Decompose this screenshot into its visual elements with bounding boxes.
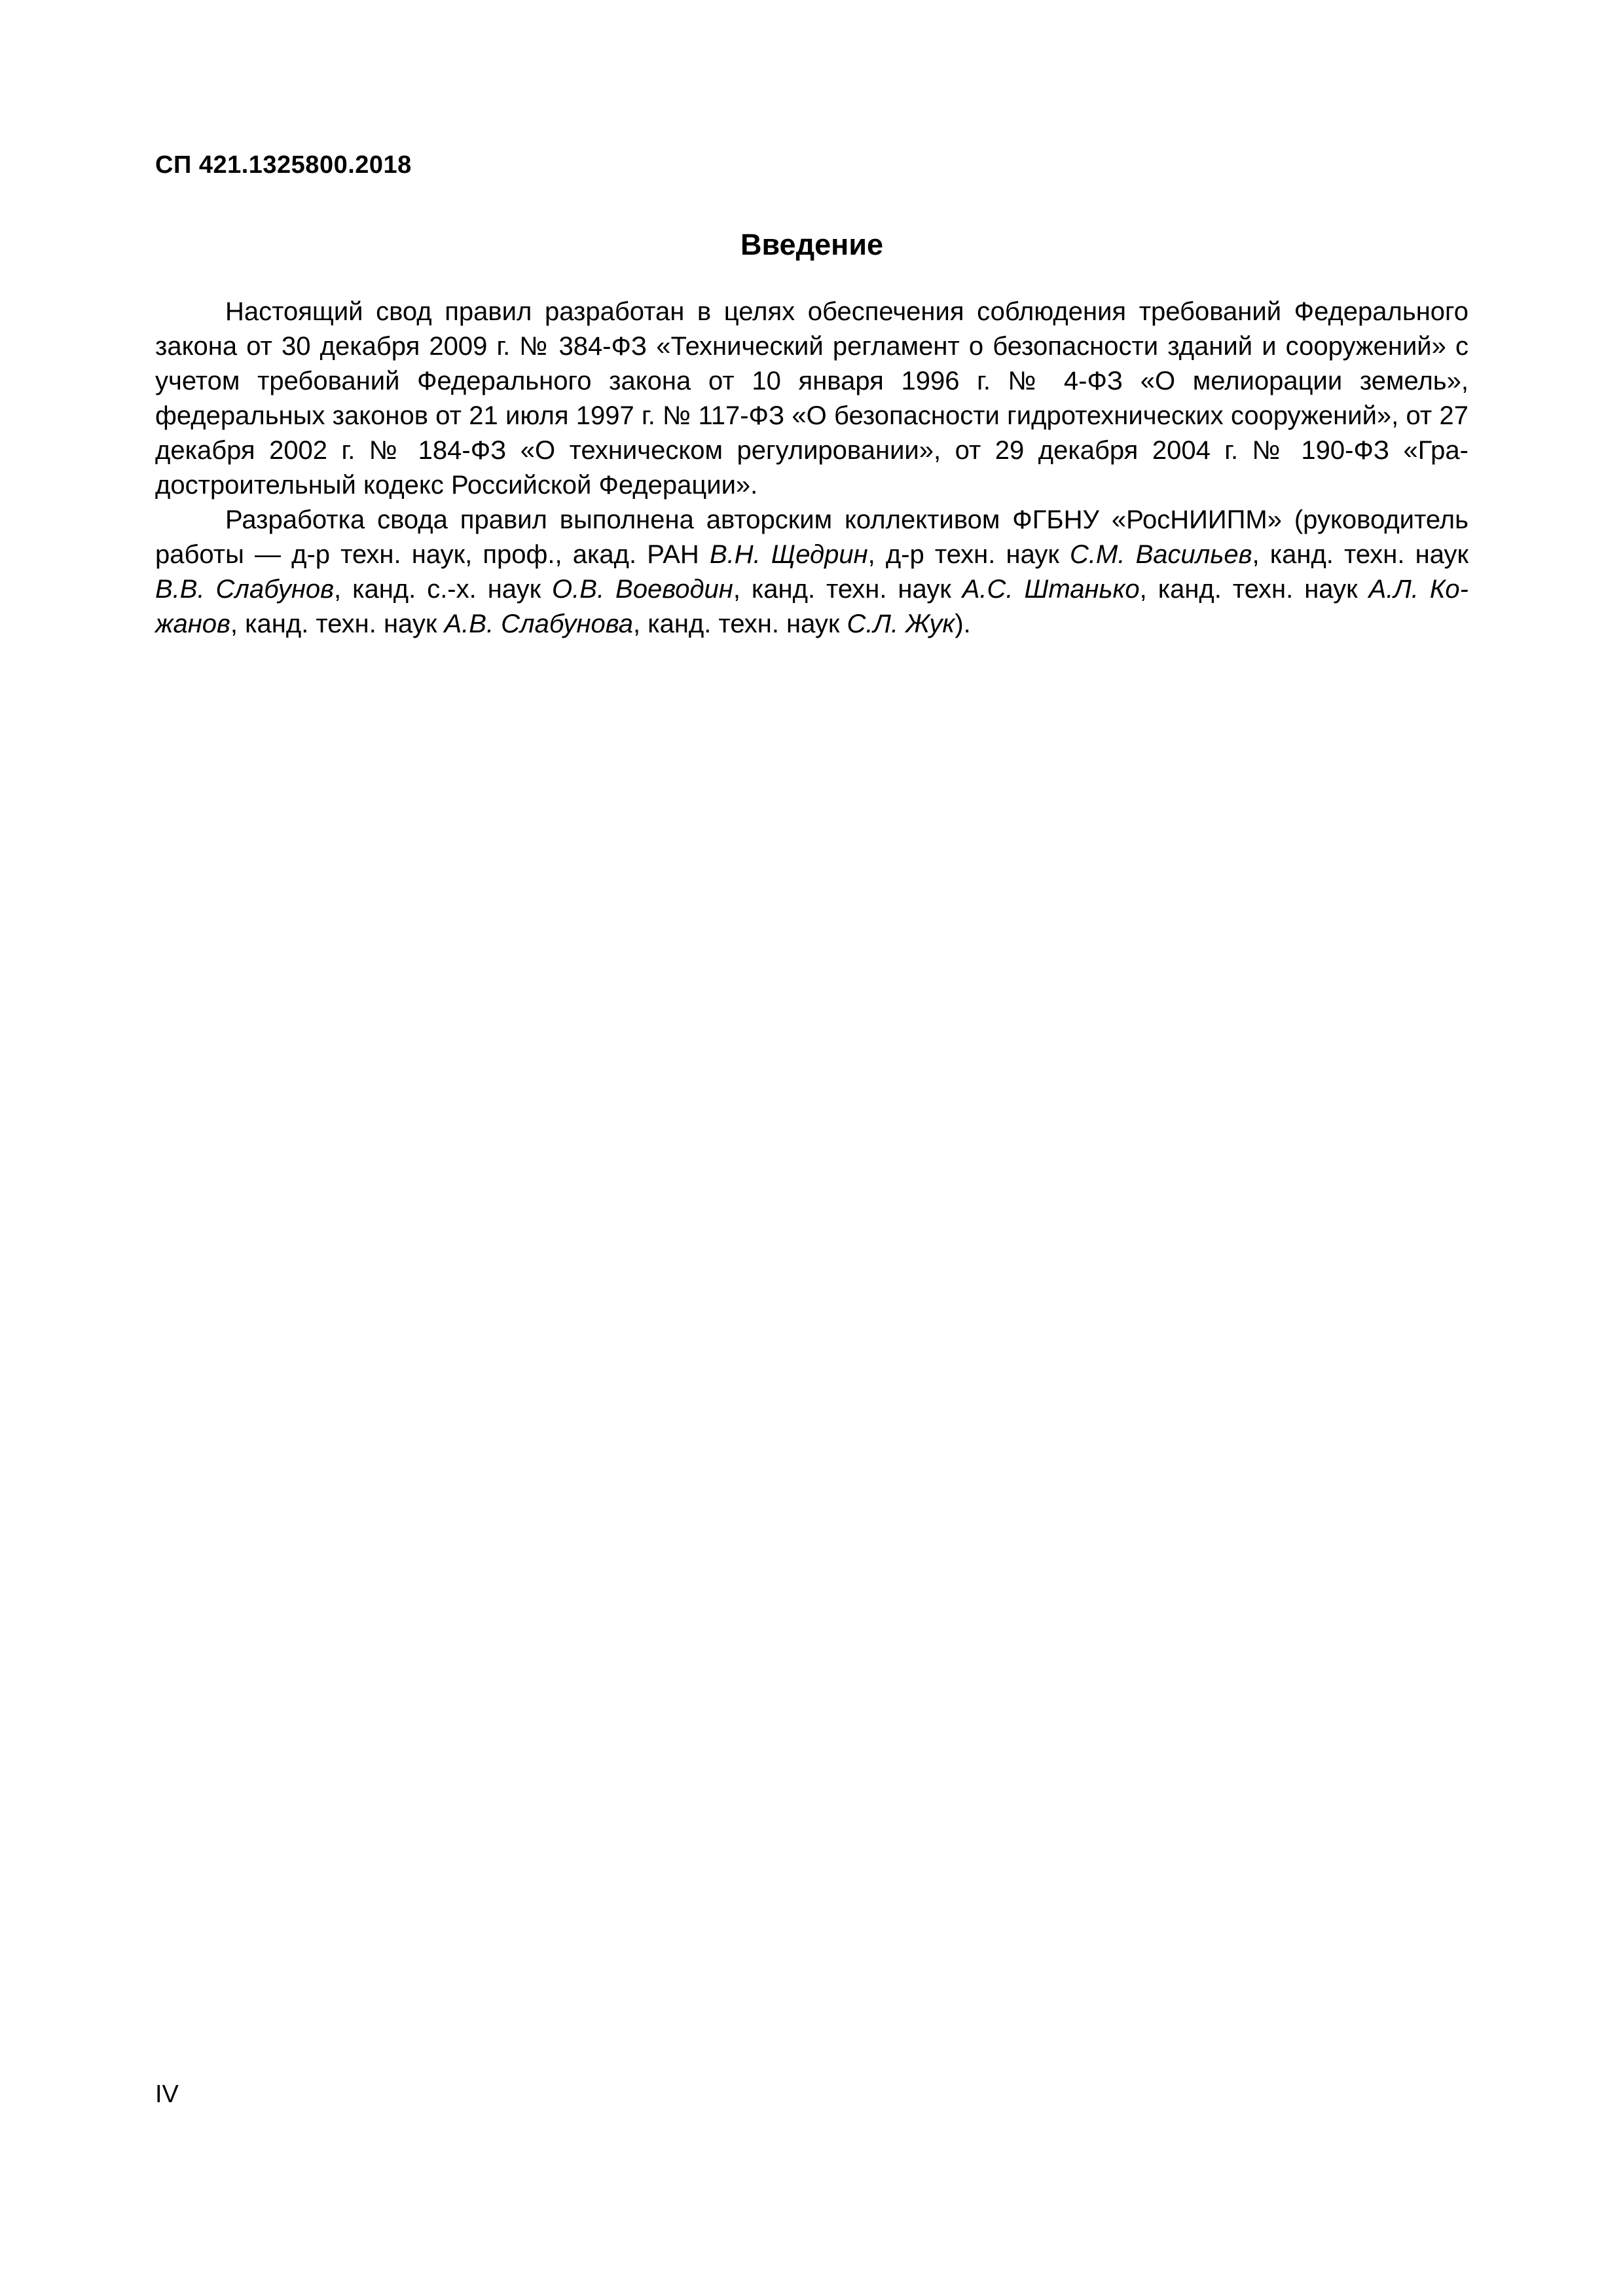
author-separator: , д-р техн. наук <box>867 540 1070 569</box>
author-name: А.Л. Кожанов <box>155 575 1468 638</box>
document-code: СП 421.1325800.2018 <box>155 151 412 179</box>
author-separator: , канд. техн. наук <box>1139 575 1369 604</box>
author-separator: , канд. с.-х. наук <box>334 575 553 604</box>
page-number: IV <box>155 2081 179 2108</box>
author-separator: , канд. техн. наук <box>1252 540 1469 569</box>
author-name: С.Л. Жук <box>847 610 955 638</box>
author-name: А.В. Слабунова <box>444 610 633 638</box>
section-title: Введение <box>740 228 884 261</box>
author-name: С.М. Васильев <box>1070 540 1252 569</box>
author-name: О.В. Воеводин <box>552 575 733 604</box>
author-name: В.В. Слабунов <box>155 575 334 604</box>
introduction-body <box>155 295 1468 642</box>
author-separator: , канд. техн. наук <box>230 610 445 638</box>
paragraph-authors <box>155 503 1468 642</box>
authors-intro-text: Разработка свода правил выполнена авторским коллективом ФГБНУ «РосНИИПМ» (руководитель работы — д-р техн. наук, проф., акад. РАН <box>155 505 1468 569</box>
author-name: В.Н. Щедрин <box>709 540 868 569</box>
author-separator: , канд. техн. наук <box>632 610 847 638</box>
author-separator: , канд. техн. наук <box>733 575 962 604</box>
paragraph-legal-basis: Настоящий свод правил разработан в целях обеспечения соблюдения требований Федерального закона от 30 декабря 2009 г. № 384-ФЗ «Технический регламент о безопасности зданий и сооружений» с учетом требований Федерального закона от 10 января 1996 г. № 4-ФЗ «О мелиорации земель», федеральных законов от 21 июля 1997 г. № 117-ФЗ «О безопасности гидротехнических сооружений», от 27 декабря 2002 г. № 184-ФЗ «О техническом регулировании», от 29 декабря 2004 г. № 190-ФЗ «Градостроительный кодекс Российской Федерации». <box>155 297 1468 500</box>
author-name: А.С. Штанько <box>962 575 1140 604</box>
authors-outro-text: ). <box>955 610 971 638</box>
